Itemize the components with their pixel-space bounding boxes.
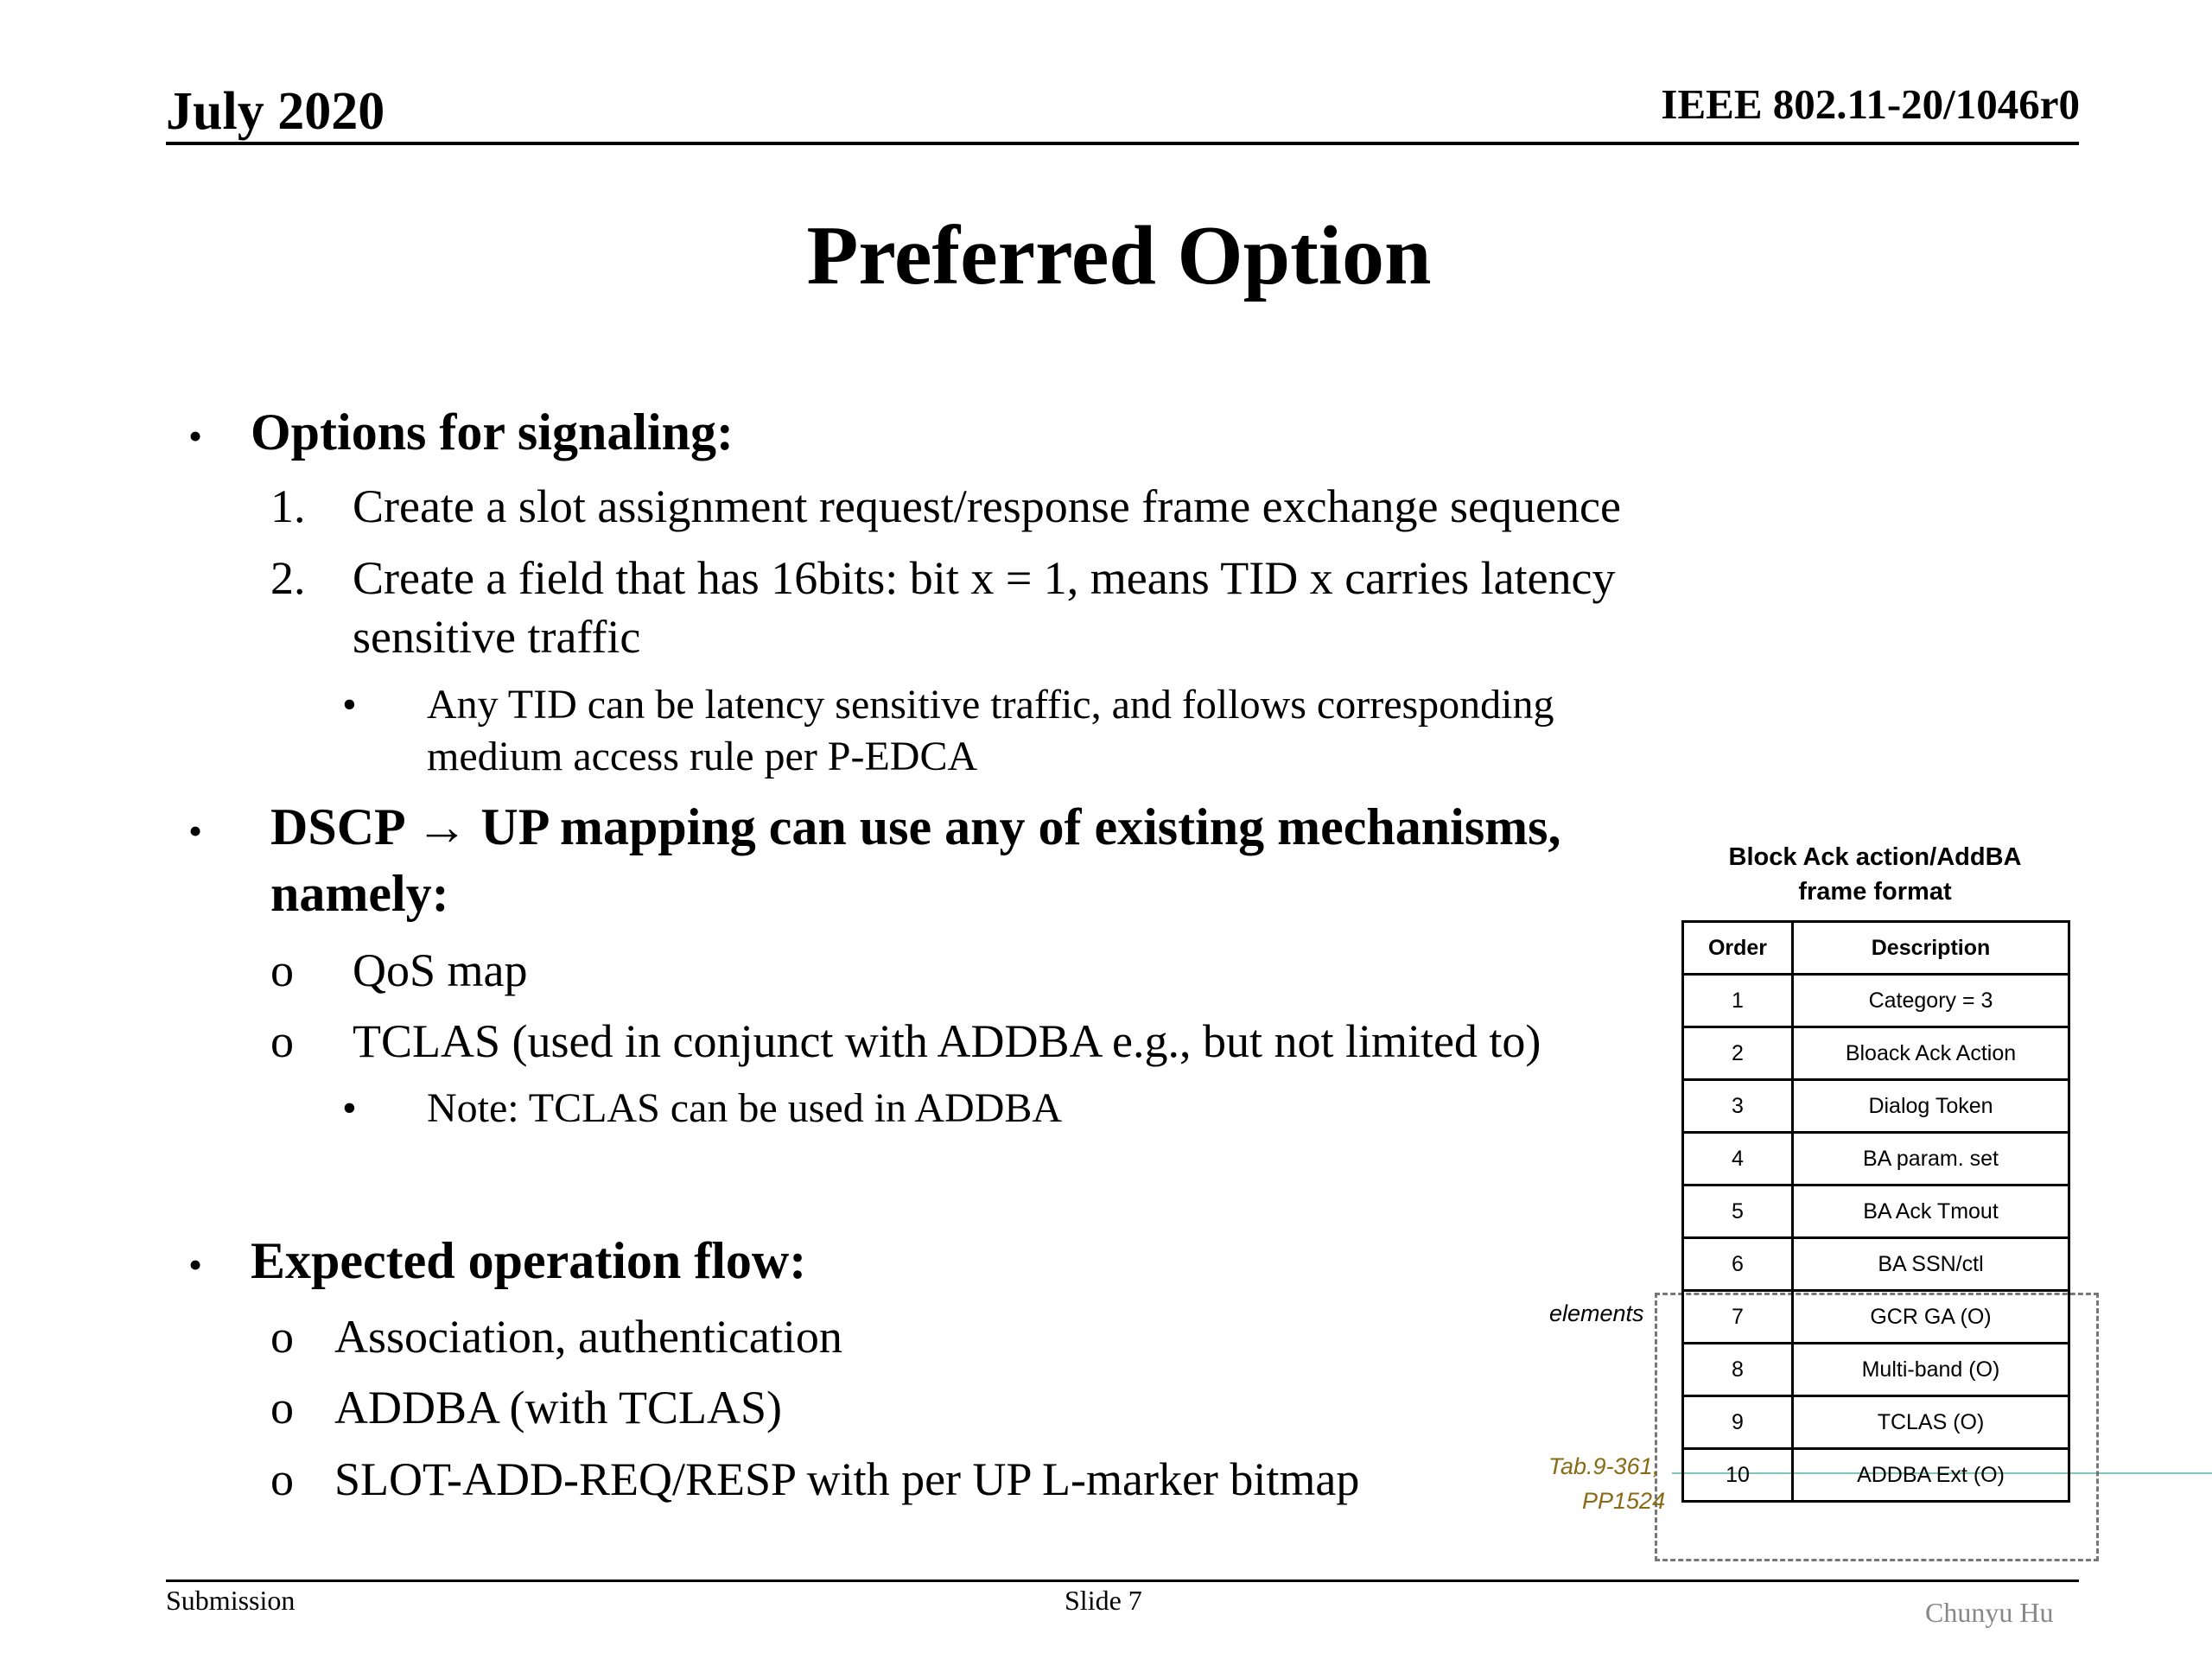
- row-description: BA Ack Tmout: [1793, 1185, 2069, 1238]
- signaling-sub-line1: Any TID can be latency sensitive traffic, and follows corresponding: [427, 682, 1554, 728]
- row-order: 7: [1683, 1291, 1793, 1344]
- row-description: BA SSN/ctl: [1793, 1238, 2069, 1291]
- row-order: 5: [1683, 1185, 1793, 1238]
- column-header-description: Description: [1793, 922, 2069, 975]
- table-row: [1683, 1027, 2069, 1080]
- arrow-right-icon: →: [416, 798, 468, 855]
- flow-heading: Expected operation flow:: [251, 1232, 807, 1289]
- dscp-line2: namely:: [270, 865, 449, 922]
- row-order: 3: [1683, 1080, 1793, 1133]
- table-row: [1683, 1185, 2069, 1238]
- circle-bullet: o: [270, 1453, 294, 1505]
- flow-step3: SLOT-ADD-REQ/RESP with per UP L-marker bitmap: [334, 1453, 1360, 1505]
- slide-title: Preferred Option: [806, 209, 1432, 302]
- circle-bullet: o: [270, 1015, 294, 1067]
- signaling-sub-line2: medium access rule per P-EDCA: [427, 734, 978, 779]
- row-order: 8: [1683, 1344, 1793, 1396]
- sub-bullet-symbol: •: [342, 682, 357, 728]
- column-header-order: Order: [1683, 922, 1793, 975]
- header-doc-id: IEEE 802.11-20/1046r0: [1661, 80, 2080, 128]
- frame-table-title-line2: frame format: [1798, 878, 1952, 906]
- signaling-item2-line2: sensitive traffic: [353, 611, 641, 663]
- footer-rule: [166, 1580, 2079, 1582]
- table-row: [1683, 1080, 2069, 1133]
- reference-label-line1: Tab.9-361,: [1548, 1453, 1660, 1479]
- signaling-item1-number: 1.: [270, 480, 306, 532]
- frame-format-table: [1681, 920, 2070, 1503]
- row-order: 6: [1683, 1238, 1793, 1291]
- row-order: 1: [1683, 975, 1793, 1027]
- bullet-symbol: •: [188, 1243, 203, 1287]
- circle-bullet: o: [270, 1311, 294, 1363]
- table-row: [1683, 975, 2069, 1027]
- header-date: July 2020: [166, 82, 385, 141]
- row-description: Multi-band (O): [1793, 1344, 2069, 1396]
- dscp-label: DSCP: [270, 798, 404, 855]
- signaling-item2-number: 2.: [270, 552, 306, 604]
- dscp-mapping-text: UP mapping can use any of existing mechanisms,: [480, 798, 1561, 855]
- dscp-option-tclas: TCLAS (used in conjunct with ADDBA e.g., but not limited to): [353, 1015, 1541, 1067]
- footer-submission: Submission: [166, 1585, 296, 1616]
- row-description: Bloack Ack Action: [1793, 1027, 2069, 1080]
- frame-table-title: [1668, 840, 2082, 909]
- circle-bullet: o: [270, 1382, 294, 1433]
- circle-bullet: o: [270, 944, 294, 996]
- signaling-item1-text: Create a slot assignment request/response frame exchange sequence: [353, 480, 1621, 532]
- header-rule: [166, 142, 2079, 145]
- table-row: [1683, 1344, 2069, 1396]
- elements-label: elements: [1549, 1300, 1644, 1326]
- row-order: 4: [1683, 1133, 1793, 1185]
- table-header-row: [1683, 922, 2069, 975]
- dscp-option-qos-map: QoS map: [353, 944, 528, 996]
- table-row: [1683, 1291, 2069, 1344]
- frame-table-title-line1: Block Ack action/AddBA: [1728, 843, 2022, 871]
- table-row: [1683, 1396, 2069, 1449]
- row-description: TCLAS (O): [1793, 1396, 2069, 1449]
- row-order: 2: [1683, 1027, 1793, 1080]
- dscp-line1: [270, 797, 1561, 857]
- sub-bullet-symbol: •: [342, 1085, 357, 1131]
- signaling-heading: Options for signaling:: [251, 404, 734, 461]
- table-row: [1683, 1449, 2069, 1502]
- signaling-item2-line1: Create a field that has 16bits: bit x = 1, means TID x carries latency: [353, 552, 1616, 604]
- reference-label-line2: PP1524: [1582, 1488, 1666, 1514]
- bullet-symbol: •: [188, 809, 203, 853]
- row-description: GCR GA (O): [1793, 1291, 2069, 1344]
- row-description: ADDBA Ext (O): [1793, 1449, 2069, 1502]
- footer-slide-number: Slide 7: [1065, 1585, 1142, 1616]
- table-row: [1683, 1238, 2069, 1291]
- dscp-note: Note: TCLAS can be used in ADDBA: [427, 1085, 1063, 1131]
- bullet-symbol: •: [188, 414, 203, 458]
- row-order: 9: [1683, 1396, 1793, 1449]
- flow-step1: Association, authentication: [334, 1311, 842, 1363]
- row-description: BA param. set: [1793, 1133, 2069, 1185]
- footer-author: Chunyu Hu: [1925, 1597, 2054, 1628]
- row-description: Dialog Token: [1793, 1080, 2069, 1133]
- flow-step2: ADDBA (with TCLAS): [334, 1382, 783, 1433]
- row-description: Category = 3: [1793, 975, 2069, 1027]
- table-row: [1683, 1133, 2069, 1185]
- row-order: 10: [1683, 1449, 1793, 1502]
